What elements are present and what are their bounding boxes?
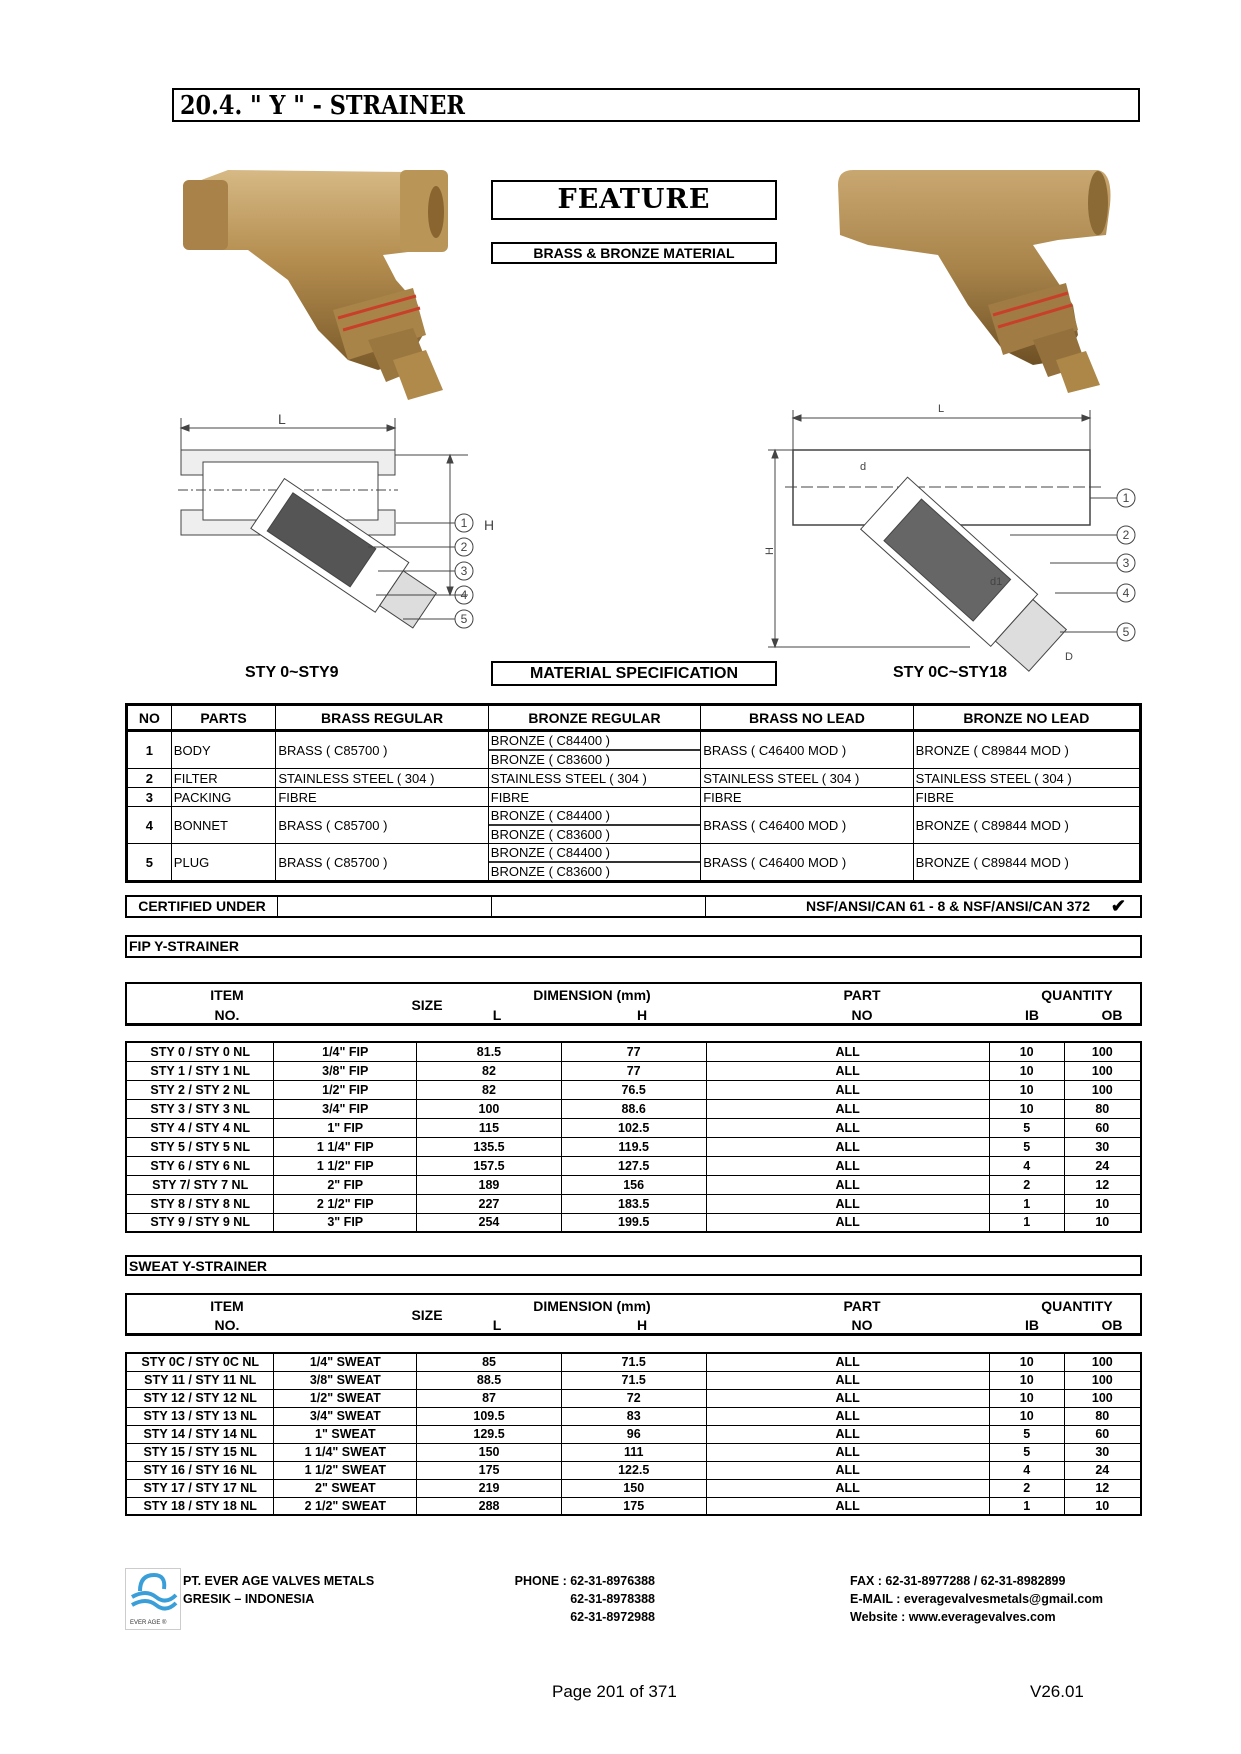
dim-h-label: H	[484, 517, 495, 533]
cell-part: ALL	[706, 1461, 989, 1479]
cell-item: STY 17 / STY 17 NL	[126, 1479, 274, 1497]
cell-h: 156	[561, 1175, 706, 1194]
cell-l: 150	[417, 1443, 562, 1461]
sweat-strainer-photo	[828, 165, 1118, 395]
callout-1: 1	[460, 516, 468, 530]
table-row	[126, 1407, 1141, 1425]
table-row	[126, 1175, 1141, 1194]
col-bronze-no-lead: BRONZE NO LEAD	[913, 705, 1140, 731]
col-bronze-regular: BRONZE REGULAR	[488, 705, 700, 731]
callout-4: 4	[460, 588, 468, 602]
cell-ib: 1	[989, 1213, 1064, 1232]
cell-size: 1/4" SWEAT	[274, 1353, 417, 1371]
dim-d-label: d	[860, 461, 867, 473]
cell-item: STY 1 / STY 1 NL	[126, 1061, 274, 1080]
cell-item: STY 2 / STY 2 NL	[126, 1080, 274, 1099]
cell-l: 85	[417, 1353, 562, 1371]
page-number: Page 201 of 371	[552, 1682, 677, 1701]
phone-1: PHONE : 62-31-8976388	[514, 1574, 655, 1588]
cell-size: 2" SWEAT	[274, 1479, 417, 1497]
callout-2: 2	[460, 540, 468, 554]
cell-item: STY 5 / STY 5 NL	[126, 1137, 274, 1156]
callout-3: 3	[1122, 556, 1130, 570]
dim-l-label: L	[278, 411, 286, 427]
cell-part: ALL	[706, 1443, 989, 1461]
cell-h: 77	[561, 1061, 706, 1080]
version-label: V26.01	[1030, 1682, 1084, 1701]
cell-l: 88.5	[417, 1371, 562, 1389]
cell-h: 72	[561, 1389, 706, 1407]
feature-material-box	[491, 242, 777, 264]
cell-ob: 60	[1064, 1118, 1141, 1137]
callout-5: 5	[460, 612, 468, 626]
cell-size: 1" SWEAT	[274, 1425, 417, 1443]
certified-row	[125, 895, 1142, 918]
cell-part: ALL	[706, 1389, 989, 1407]
cell-l: 288	[417, 1497, 562, 1515]
cell-h: 150	[561, 1479, 706, 1497]
cell-part: ALL	[706, 1425, 989, 1443]
cell-ib: 10	[989, 1353, 1064, 1371]
section-title-box	[172, 88, 1140, 122]
table-row	[126, 1479, 1141, 1497]
table-row	[126, 1389, 1141, 1407]
cell-ob: 10	[1064, 1213, 1141, 1232]
callout-4: 4	[1122, 586, 1130, 600]
cell-h: 71.5	[561, 1353, 706, 1371]
cell-size: 1/2" FIP	[274, 1080, 417, 1099]
cell-item: STY 18 / STY 18 NL	[126, 1497, 274, 1515]
cell-ib: 5	[989, 1443, 1064, 1461]
cell-h: 88.6	[561, 1099, 706, 1118]
col-brass-regular: BRASS REGULAR	[276, 705, 488, 731]
cell-part: ALL	[706, 1497, 989, 1515]
cell-part: ALL	[706, 1479, 989, 1497]
cell-l: 129.5	[417, 1425, 562, 1443]
cell-l: 135.5	[417, 1137, 562, 1156]
cell-part: ALL	[706, 1371, 989, 1389]
cell-size: 2" FIP	[274, 1175, 417, 1194]
feature-heading-box	[491, 180, 777, 220]
cell-ib: 10	[989, 1061, 1064, 1080]
cell-h: 122.5	[561, 1461, 706, 1479]
material-row: 4 BONNET BRASS ( C85700 ) BRONZE ( C84400 ) BRONZE ( C83600 ) BRASS ( C46400 MOD ) BRONZE ( C89844 MOD )	[127, 807, 1141, 844]
dim-h-label: H	[764, 547, 776, 555]
cell-ob: 24	[1064, 1461, 1141, 1479]
cell-ib: 5	[989, 1118, 1064, 1137]
cell-size: 3/4" SWEAT	[274, 1407, 417, 1425]
cell-ob: 100	[1064, 1042, 1141, 1061]
table-row	[126, 1213, 1141, 1232]
cell-size: 1 1/2" FIP	[274, 1156, 417, 1175]
phone-2: 62-31-8978388	[570, 1592, 655, 1606]
cell-ib: 1	[989, 1497, 1064, 1515]
table-row	[126, 1099, 1141, 1118]
cell-size: 1 1/4" SWEAT	[274, 1443, 417, 1461]
material-row: 3 PACKING FIBRE FIBRE FIBRE FIBRE	[127, 788, 1141, 807]
cell-l: 157.5	[417, 1156, 562, 1175]
material-row: 2 FILTER STAINLESS STEEL ( 304 ) STAINLESS STEEL ( 304 ) STAINLESS STEEL ( 304 ) STAINLESS STEEL ( 304 )	[127, 769, 1141, 788]
table-row	[126, 1371, 1141, 1389]
sweat-section-title: SWEAT Y-STRAINER	[125, 1255, 1142, 1276]
cell-l: 87	[417, 1389, 562, 1407]
cell-size: 2 1/2" SWEAT	[274, 1497, 417, 1515]
fip-section-title: FIP Y-STRAINER	[125, 935, 1142, 958]
sweat-table	[125, 1352, 1142, 1516]
material-spec-table	[125, 703, 1142, 883]
cell-l: 175	[417, 1461, 562, 1479]
col-parts: PARTS	[171, 705, 276, 731]
cell-ob: 12	[1064, 1175, 1141, 1194]
cell-item: STY 11 / STY 11 NL	[126, 1371, 274, 1389]
email-link[interactable]: E-MAIL : everagevalvesmetals@gmail.com	[850, 1592, 1104, 1606]
cell-l: 81.5	[417, 1042, 562, 1061]
cell-item: STY 16 / STY 16 NL	[126, 1461, 274, 1479]
cell-ob: 100	[1064, 1389, 1141, 1407]
cell-part: ALL	[706, 1080, 989, 1099]
cell-h: 175	[561, 1497, 706, 1515]
cell-h: 71.5	[561, 1371, 706, 1389]
cell-item: STY 15 / STY 15 NL	[126, 1443, 274, 1461]
cell-ib: 5	[989, 1425, 1064, 1443]
cell-l: 254	[417, 1213, 562, 1232]
col-no: NO	[127, 705, 172, 731]
cell-ob: 80	[1064, 1407, 1141, 1425]
table-row	[126, 1137, 1141, 1156]
cell-item: STY 12 / STY 12 NL	[126, 1389, 274, 1407]
cell-size: 3" FIP	[274, 1213, 417, 1232]
cell-part: ALL	[706, 1061, 989, 1080]
cell-l: 82	[417, 1061, 562, 1080]
cell-item: STY 9 / STY 9 NL	[126, 1213, 274, 1232]
cell-item: STY 14 / STY 14 NL	[126, 1425, 274, 1443]
col-brass-no-lead: BRASS NO LEAD	[701, 705, 913, 731]
cell-ob: 100	[1064, 1061, 1141, 1080]
cell-ob: 12	[1064, 1479, 1141, 1497]
cell-h: 119.5	[561, 1137, 706, 1156]
cell-part: ALL	[706, 1042, 989, 1061]
cell-ib: 10	[989, 1371, 1064, 1389]
cell-size: 3/8" SWEAT	[274, 1371, 417, 1389]
callout-3: 3	[460, 564, 468, 578]
section-title: 20.4. " Y " - STRAINER	[180, 91, 465, 121]
table-row	[126, 1156, 1141, 1175]
cell-ob: 100	[1064, 1080, 1141, 1099]
phone-3: 62-31-8972988	[570, 1610, 655, 1624]
cell-ob: 100	[1064, 1371, 1141, 1389]
cell-ib: 2	[989, 1479, 1064, 1497]
company-logo: EVER AGE ®	[125, 1568, 181, 1630]
fip-column-header: ITEM NO. SIZE DIMENSION (mm) L H PART NO QUANTITY IB OB	[125, 982, 1142, 1026]
cell-size: 1" FIP	[274, 1118, 417, 1137]
table-row	[126, 1443, 1141, 1461]
cell-ob: 30	[1064, 1443, 1141, 1461]
cell-part: ALL	[706, 1137, 989, 1156]
material-header-row	[127, 705, 1141, 731]
cell-item: STY 0C / STY 0C NL	[126, 1353, 274, 1371]
sweat-drawing-caption: STY 0C~STY18	[893, 664, 1007, 681]
cell-part: ALL	[706, 1175, 989, 1194]
cell-size: 2 1/2" FIP	[274, 1194, 417, 1213]
cell-ob: 10	[1064, 1194, 1141, 1213]
cell-h: 83	[561, 1407, 706, 1425]
callout-2: 2	[1122, 528, 1130, 542]
fip-strainer-drawing	[178, 410, 508, 660]
cell-h: 127.5	[561, 1156, 706, 1175]
cell-ib: 10	[989, 1080, 1064, 1099]
cell-size: 1 1/2" SWEAT	[274, 1461, 417, 1479]
material-spec-title-box	[491, 661, 777, 686]
cell-item: STY 4 / STY 4 NL	[126, 1118, 274, 1137]
cell-size: 3/8" FIP	[274, 1061, 417, 1080]
cell-ib: 4	[989, 1156, 1064, 1175]
fax-number: FAX : 62-31-8977288 / 62-31-8982899	[850, 1574, 1066, 1588]
certified-value: NSF/ANSI/CAN 61 - 8 & NSF/ANSI/CAN 372 ✔	[806, 896, 1126, 916]
cell-part: ALL	[706, 1213, 989, 1232]
callout-5: 5	[1122, 625, 1130, 639]
cell-ib: 10	[989, 1389, 1064, 1407]
cell-l: 82	[417, 1080, 562, 1099]
cell-ib: 10	[989, 1099, 1064, 1118]
cell-l: 219	[417, 1479, 562, 1497]
cell-ob: 80	[1064, 1099, 1141, 1118]
cell-ib: 5	[989, 1137, 1064, 1156]
cell-l: 100	[417, 1099, 562, 1118]
cell-part: ALL	[706, 1156, 989, 1175]
cell-ib: 1	[989, 1194, 1064, 1213]
table-row	[126, 1118, 1141, 1137]
material-spec-title: MATERIAL SPECIFICATION	[530, 665, 738, 682]
cell-ob: 10	[1064, 1497, 1141, 1515]
cell-part: ALL	[706, 1194, 989, 1213]
table-row	[126, 1061, 1141, 1080]
table-row	[126, 1353, 1141, 1371]
cell-part: ALL	[706, 1099, 989, 1118]
cell-size: 1/4" FIP	[274, 1042, 417, 1061]
cell-ib: 10	[989, 1042, 1064, 1061]
cell-item: STY 0 / STY 0 NL	[126, 1042, 274, 1061]
cell-part: ALL	[706, 1407, 989, 1425]
dim-d1-label: d1	[990, 576, 1003, 588]
cell-ob: 100	[1064, 1353, 1141, 1371]
cell-part: ALL	[706, 1353, 989, 1371]
cell-item: STY 8 / STY 8 NL	[126, 1194, 274, 1213]
cell-h: 102.5	[561, 1118, 706, 1137]
cell-ob: 60	[1064, 1425, 1141, 1443]
cell-h: 76.5	[561, 1080, 706, 1099]
cell-h: 77	[561, 1042, 706, 1061]
cell-ob: 30	[1064, 1137, 1141, 1156]
material-row: 5 PLUG BRASS ( C85700 ) BRONZE ( C84400 ) BRONZE ( C83600 ) BRASS ( C46400 MOD ) BRONZE ( C89844 MOD )	[127, 844, 1141, 882]
material-row: 1 BODY BRASS ( C85700 ) BRONZE ( C84400 ) BRONZE ( C83600 ) BRASS ( C46400 MOD ) BRONZE ( C89844 MOD )	[127, 731, 1141, 769]
certified-label: CERTIFIED UNDER	[127, 897, 278, 916]
fip-strainer-photo	[168, 160, 468, 400]
table-row	[126, 1497, 1141, 1515]
cell-l: 189	[417, 1175, 562, 1194]
cell-item: STY 6 / STY 6 NL	[126, 1156, 274, 1175]
cell-ib: 4	[989, 1461, 1064, 1479]
callout-1: 1	[1122, 491, 1130, 505]
feature-heading: FEATURE	[557, 184, 711, 215]
cell-item: STY 3 / STY 3 NL	[126, 1099, 274, 1118]
cell-ob: 24	[1064, 1156, 1141, 1175]
table-row	[126, 1425, 1141, 1443]
check-circle-icon: ✔	[1110, 896, 1126, 916]
sweat-column-header: ITEM NO. SIZE DIMENSION (mm) L H PART NO QUANTITY IB OB	[125, 1293, 1142, 1336]
fip-drawing-caption: STY 0~STY9	[245, 664, 339, 681]
table-row	[126, 1080, 1141, 1099]
cell-item: STY 13 / STY 13 NL	[126, 1407, 274, 1425]
website-link[interactable]: Website : www.everagevalves.com	[850, 1610, 1056, 1624]
cell-size: 1 1/4" FIP	[274, 1137, 417, 1156]
cell-h: 111	[561, 1443, 706, 1461]
cell-ib: 10	[989, 1407, 1064, 1425]
feature-material-text: BRASS & BRONZE MATERIAL	[533, 245, 735, 261]
fip-table	[125, 1041, 1142, 1233]
cell-part: ALL	[706, 1118, 989, 1137]
cell-l: 227	[417, 1194, 562, 1213]
table-row	[126, 1194, 1141, 1213]
cell-h: 96	[561, 1425, 706, 1443]
cell-h: 199.5	[561, 1213, 706, 1232]
table-row	[126, 1461, 1141, 1479]
cell-l: 109.5	[417, 1407, 562, 1425]
cell-l: 115	[417, 1118, 562, 1137]
company-location: GRESIK – INDONESIA	[183, 1592, 315, 1606]
cell-size: 1/2" SWEAT	[274, 1389, 417, 1407]
table-row	[126, 1042, 1141, 1061]
cell-item: STY 7/ STY 7 NL	[126, 1175, 274, 1194]
wave-logo-icon	[126, 1569, 180, 1613]
dim-D-label: D	[1065, 651, 1073, 663]
dim-l-label: L	[938, 403, 945, 415]
cell-ib: 2	[989, 1175, 1064, 1194]
cell-size: 3/4" FIP	[274, 1099, 417, 1118]
sweat-strainer-drawing	[760, 390, 1140, 680]
company-name: PT. EVER AGE VALVES METALS	[183, 1574, 375, 1588]
cell-h: 183.5	[561, 1194, 706, 1213]
